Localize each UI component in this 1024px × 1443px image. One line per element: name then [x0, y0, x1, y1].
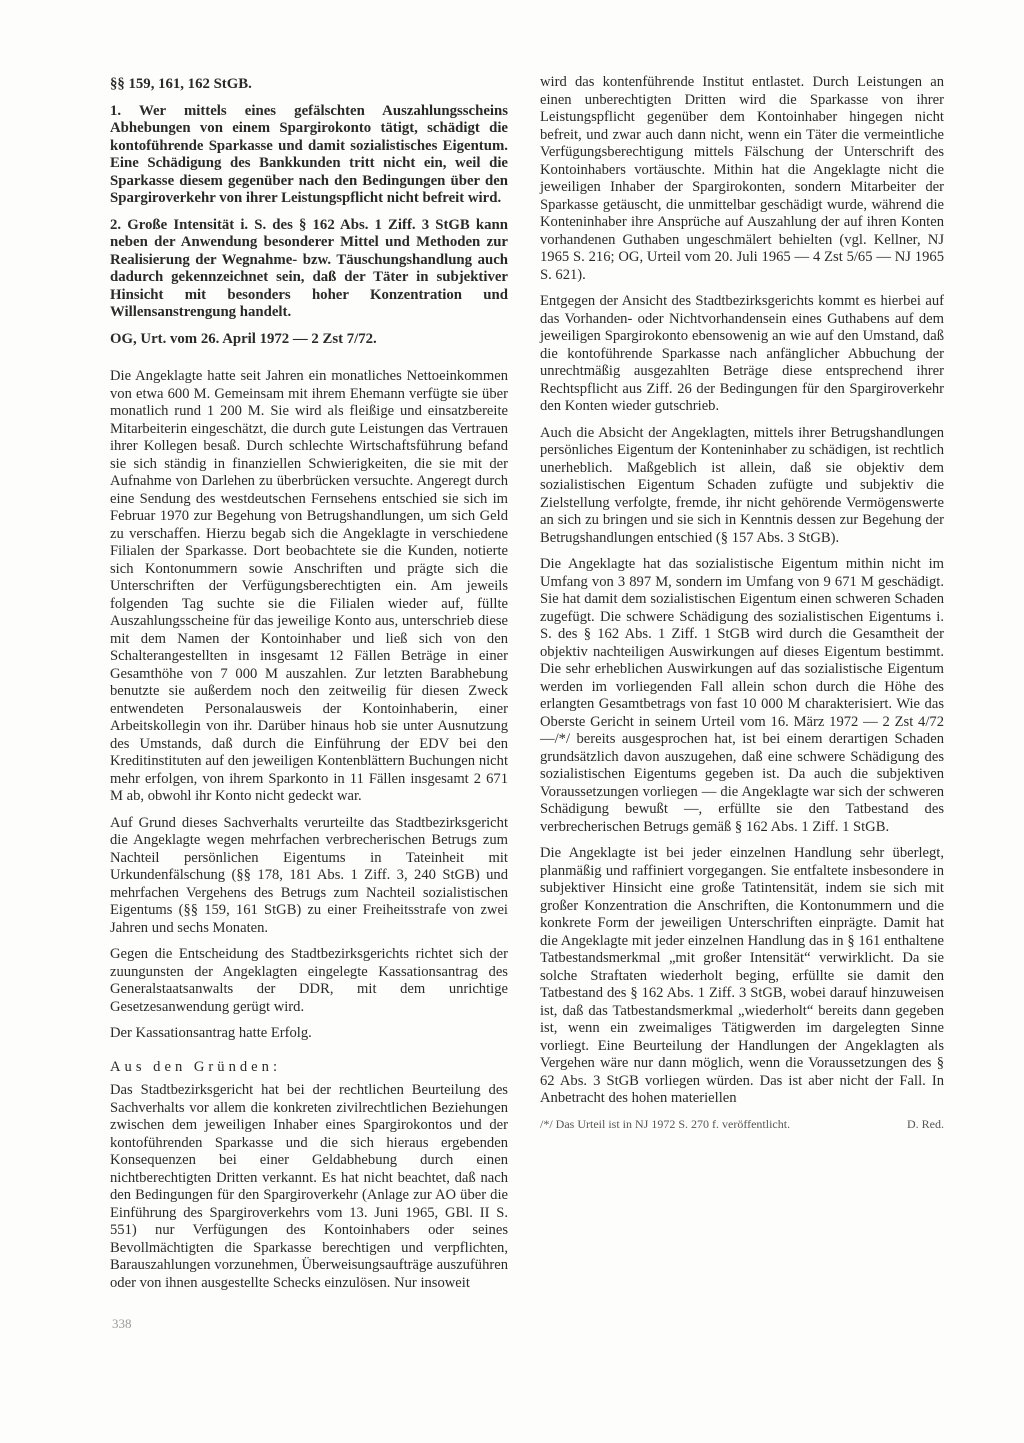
reasons-heading: Aus den Gründen:: [110, 1058, 282, 1075]
headnote-2: 2. Große Intensität i. S. des § 162 Abs. 1 Ziff. 3 StGB kann neben der Anwendung besonderer Mittel und Methoden zur Realisierung der Wegnahme- bzw. Täuschungshandlung auch dadurch gekennzeichnet sein, daß der Täter in subjektiver Hinsicht mit besonders hoher Konzentration und Willensanstrengung handelt.: [110, 216, 508, 320]
paragraph: Der Kassationsantrag hatte Erfolg.: [110, 1025, 312, 1041]
footnote: [540, 1117, 944, 1132]
footnote-text: /*/ Das Urteil ist in NJ 1972 S. 270 f. veröffentlicht.: [540, 1116, 791, 1131]
paragraph: Das Stadtbezirksgericht hat bei der rechtlichen Beurteilung des Sachverhalts vor allem die konkreten zivilrechtlichen Beziehungen zwischen dem jeweiligen Inhaber eines Spargirokontos und der kontoführenden Sparkasse und die sich hieraus ergebenden Konsequenzen bei einer Geldabhebung durch einen nichtberechtigten Dritten verkannt. Es hat nicht beachtet, daß nach den Bedingungen für den Spargiroverkehr (Anlage zur AO über die Einführung des Spargiroverkehrs vom 13. Juni 1965, GBl. II S. 551) nur Verfügungen des Kontoinhabers oder seines Bevollmächtigten die Sparkasse berechtigen und verpflichten, Barauszahlungen vorzunehmen, Überweisungsaufträge auszuführen oder von ihnen ausgestellte Schecks einzulösen. Nur insoweit: [110, 1082, 508, 1291]
paragraph: Entgegen der Ansicht des Stadtbezirksgerichts kommt es hierbei auf das Vorhanden- oder Nichtvorhandensein eines Guthabens auf dem jeweiligen Spargirokonto ebensowenig an wie auf den Umstand, daß die kontoführende Sparkasse nach anfänglicher Abbuchung der unrechtmäßig ausgezahlten Beträge diese entsprechend ihrer Rechtspflicht aus Ziff. 26 der Bedingungen für den Spargiroverkehr den Konten wieder gutschrieb.: [540, 293, 944, 414]
court-citation: OG, Urt. vom 26. April 1972 — 2 Zst 7/72.: [110, 330, 377, 347]
paragraph: Die Angeklagte hatte seit Jahren ein monatliches Nettoeinkommen von etwa 600 M. Gemeinsam mit ihrem Ehemann verfügte sie über monatlich rund 1 200 M. Sie wird als fleißige und einsatzbereite Mitarbeiterin eingeschätzt, die durch gute Leistungen das Vertrauen ihrer Kollegen besaß. Durch schlechte Wirtschaftsführung befand sie sich ständig in finanziellen Schwierigkeiten, die sie mit der Aufnahme von Darlehen zu überbrücken versuchte. Angeregt durch eine Sendung des westdeutschen Fernsehens entschied sie sich im Februar 1970 zur Begehung von Betrugshandlungen, um sich Geld zu verschaffen. Hierzu begab sich die Angeklagte in verschiedene Filialen der Sparkasse. Dort beobachtete sie die Kunden, notierte sich Kontonummern sowie Anschriften und prägte sich die Unterschriften der Verfügungsberechtigten ein. Am jeweils folgenden Tag suchte sie die Filialen wieder auf, füllte Auszahlungsscheine für das jeweilige Konto aus, unterschrieb diese mit dem Namen der Kontoinhaber und ließ sich von den Schalterangestellten in insgesamt 12 Fällen Beträge in einer Gesamthöhe von 7 000 M auszahlen. Zur letzten Barabhebung benutzte sie außerdem noch den zeitweilig für diesen Zweck entwendeten Personalausweis der Kontoinhaberin, einer Arbeitskollegin von ihr. Darüber hinaus hob sie unter Ausnutzung des Umstands, daß durch die Einführung der EDV bei den Kreditinstituten auf den jeweiligen Kontenblättern Buchungen nicht mehr erfolgen, von ihrem Sparkonto in 11 Fällen insgesamt 2 671 M ab, obwohl ihr Konto nicht gedeckt war.: [110, 368, 508, 804]
right-column: [540, 74, 944, 1141]
paragraph: Auch die Absicht der Angeklagten, mittels ihrer Betrugshandlungen persönliches Eigentum der Konteninhaber zu schädigen, ist rechtlich unerheblich. Maßgeblich ist allein, daß sie objektiv dem sozialistischen Eigentum Schaden zufügte und subjektiv die Zielstellung verfolgte, fremde, ihr nicht gehörende Vermögenswerte an sich zu bringen und sie sich in Kenntnis dessen zur Begehung der Betrugshandlungen entschied (§ 157 Abs. 3 StGB).: [540, 424, 944, 546]
headnote-1: 1. Wer mittels eines gefälschten Auszahlungsscheins Abhebungen von einem Spargirokonto tätigt, schädigt die kontoführende Sparkasse und damit sozialistisches Eigentum. Eine Schädigung des Bankkunden tritt nicht ein, weil die Sparkasse diesem gegenüber nach den Bedingungen über den Spargiroverkehr von ihrer Leistungspflicht nicht befreit wird.: [110, 102, 508, 206]
left-column: [110, 76, 508, 1301]
paragraph: Gegen die Entscheidung des Stadtbezirksgerichts richtet sich der zuungunsten der Angeklagten eingelegte Kassationsantrag des Generalstaatsanwalts der DDR, mit dem unrichtige Gesetzesanwendung gerügt wird.: [110, 946, 508, 1015]
statutes-heading: §§ 159, 161, 162 StGB.: [110, 76, 252, 92]
paragraph: wird das kontenführende Institut entlastet. Durch Leistungen an einen unberechtigten Dritten wird die Sparkasse von ihrer Leistungspflicht gegenüber dem Kontoinhaber hingegen nicht befreit, und zwar auch dann nicht, wenn ein Täter die vermeintliche Verfügungsberechtigung mittels Fälschung der Unterschrift des Kontoinhabers vortäuschte. Mithin hat die Angeklagte nicht die jeweiligen Inhaber der Spargirokonten, sondern Mitarbeiter der Sparkasse getäuscht, die unmittelbar geschädigt wurde, während die Konteninhaber ihre Ansprüche auf Auszahlung der auf ihren Konten vorhandenen Guthaben ungeschmälert behielten (vgl. Kellner, NJ 1965 S. 216; OG, Urteil vom 20. Juli 1965 — 4 Zst 5/65 — NJ 1965 S. 621).: [540, 74, 944, 283]
paragraph: Die Angeklagte ist bei jeder einzelnen Handlung sehr überlegt, planmäßig und raffiniert vorgegangen. Sie entfaltete insbesondere in subjektiver Hinsicht eine große Tatintensität, indem sie sich mit großer Konzentration die Anschriften, die Kontonummern und die konkrete Form der jeweiligen Unterschriften einprägte. Damit hat die Angeklagte mit jeder einzelnen Handlung das in § 161 enthaltene Tatbestandsmerkmal „mit großer Intensität“ verwirklicht. Da sie solche Straftaten wiederholt beging, erfüllte sie damit den Tatbestand des § 162 Abs. 1 Ziff. 3 StGB, wobei darauf hinzuweisen ist, daß das Tatbestandsmerkmal „wiederholt“ bereits dann gegeben ist, wenn ein zweimaliges Tätigwerden im dargelegten Sinne vorliegt. Eine Beurteilung der Handlungen der Angeklagten als Vergehen wäre nur dann möglich, wenn die Voraussetzungen des § 62 Abs. 3 StGB vorliegen würden. Das ist aber nicht der Fall. In Anbetracht des hohen materiellen: [540, 845, 944, 1106]
paragraph: Auf Grund dieses Sachverhalts verurteilte das Stadtbezirksgericht die Angeklagte wegen mehrfachen verbrecherischen Betrugs zum Nachteil persönlichen Eigentums in Tateinheit mit Urkundenfälschung (§§ 178, 181 Abs. 1 Ziff. 3, 240 StGB) und mehrfachen Vergehens des Betrugs zum Nachteil sozialistischen Eigentums (§§ 159, 161 StGB) zu einer Freiheitsstrafe von zwei Jahren und sechs Monaten.: [110, 814, 508, 936]
page-number: 338: [112, 1316, 132, 1331]
footnote-signature: D. Red.: [907, 1116, 944, 1131]
paragraph: Die Angeklagte hat das sozialistische Eigentum mithin nicht im Umfang von 3 897 M, sondern im Umfang von 9 671 M geschädigt. Sie hat damit dem sozialistischen Eigentum einen schweren Schaden zugefügt. Die schwere Schädigung des sozialistischen Eigentums i. S. des § 162 Abs. 1 Ziff. 1 StGB wird durch die Gesamtheit der objektiv nachteiligen Auswirkungen auf dieses Eigentum bestimmt. Die sehr erheblichen Auswirkungen auf das sozialistische Eigentum werden im vorliegenden Fall allein schon durch die Höhe des erlangten Gesamtbetrags von fast 10 000 M charakterisiert. Wie das Oberste Gericht in seinem Urteil vom 16. März 1972 — 2 Zst 4/72 —/*/ bereits ausgesprochen hat, ist bei einem derartigen Schaden grundsätzlich davon auszugehen, daß eine schwere Schädigung des sozialistischen Eigentums gegeben ist. Da auch die subjektiven Voraussetzungen vorliegen — die Angeklagte war sich der schweren Schädigung bewußt —, erfüllte sie den Tatbestand des verbrecherischen Betrugs gemäß § 162 Abs. 1 Ziff. 1 StGB.: [540, 556, 944, 835]
